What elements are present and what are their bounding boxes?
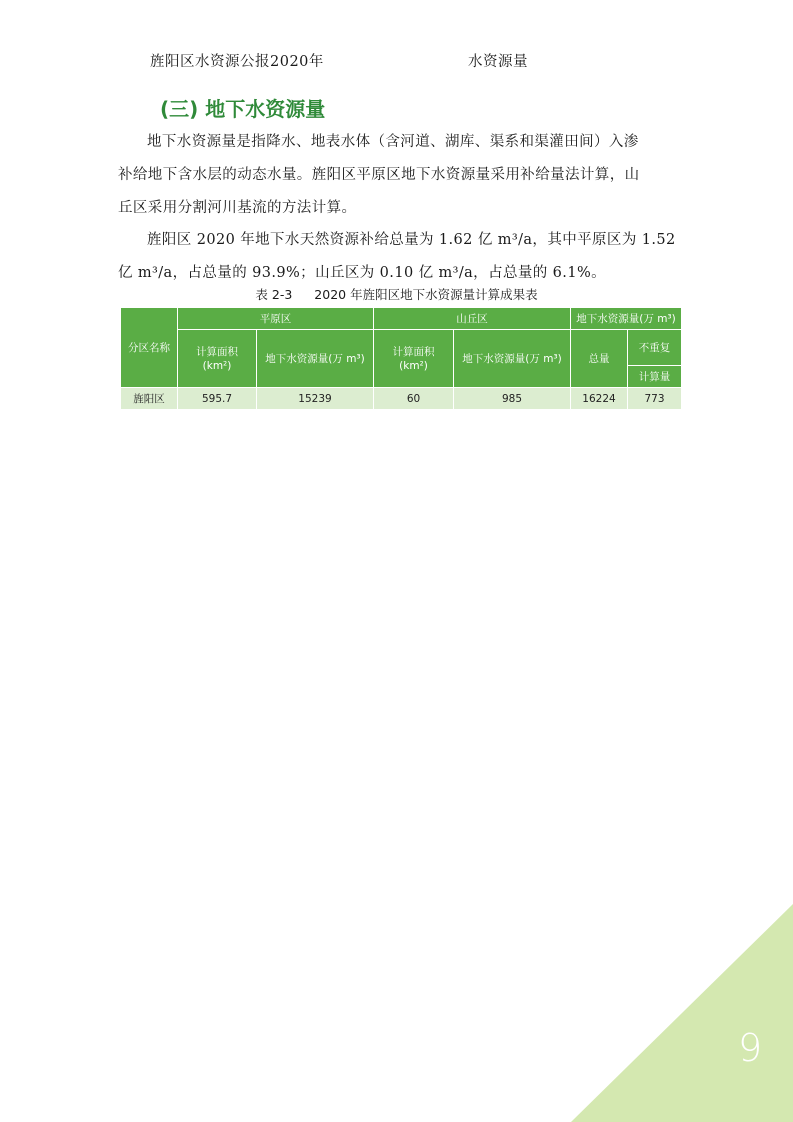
header-area-label: 计算面积 bbox=[392, 345, 435, 358]
table-row bbox=[121, 388, 682, 410]
page-header bbox=[150, 50, 630, 72]
cell-nonrepeat: 773 bbox=[628, 388, 682, 410]
page-number: 9 bbox=[738, 1026, 763, 1070]
paragraph-definition bbox=[118, 126, 686, 225]
cell-total: 16224 bbox=[571, 388, 628, 410]
table-title: 2020 年旌阳区地下水资源量计算成果表 bbox=[314, 287, 538, 302]
cell-hill-gw: 985 bbox=[454, 388, 571, 410]
paragraph-line: 补给地下含水层的动态水量。旌阳区平原区地下水资源量采用补给量法计算，山 bbox=[118, 167, 640, 183]
corner-decoration bbox=[571, 904, 793, 1122]
header-area-unit: (km²) bbox=[202, 359, 232, 372]
section-title: (三) 地下水资源量 bbox=[160, 97, 326, 121]
header-area-unit: (km²) bbox=[399, 359, 428, 372]
header-nonrepeat: 不重复 bbox=[628, 330, 682, 366]
paragraph-line: 亿 m³/a，占总量的 93.9%；山丘区为 0.10 亿 m³/a，占总量的 6.1%。 bbox=[118, 265, 607, 281]
table-number: 表 2-3 bbox=[255, 287, 293, 302]
header-zone: 分区名称 bbox=[121, 308, 178, 388]
cell-plain-gw: 15239 bbox=[257, 388, 374, 410]
chapter-title: 水资源量 bbox=[468, 54, 528, 70]
header-plain-area bbox=[178, 330, 257, 388]
paragraph-results bbox=[118, 224, 686, 290]
header-calc: 计算量 bbox=[628, 366, 682, 388]
report-title: 旌阳区水资源公报2020年 bbox=[150, 54, 324, 70]
header-area-label: 计算面积 bbox=[196, 345, 238, 358]
cell-hill-area: 60 bbox=[374, 388, 454, 410]
header-total: 总量 bbox=[571, 330, 628, 388]
paragraph-line: 地下水资源量是指降水、地表水体（含河道、湖库、渠系和渠灌田间）入渗 bbox=[147, 134, 639, 150]
corner-triangle bbox=[571, 904, 793, 1122]
header-hill-gw: 地下水资源量(万 m³) bbox=[454, 330, 571, 388]
paragraph-line: 丘区采用分割河川基流的方法计算。 bbox=[118, 200, 357, 216]
cell-zone: 旌阳区 bbox=[121, 388, 178, 410]
header-plain-gw: 地下水资源量(万 m³) bbox=[257, 330, 374, 388]
table-caption bbox=[0, 285, 793, 303]
cell-plain-area: 595.7 bbox=[178, 388, 257, 410]
header-groundwater: 地下水资源量(万 m³) bbox=[571, 308, 682, 330]
groundwater-table bbox=[120, 307, 682, 410]
header-plain: 平原区 bbox=[178, 308, 374, 330]
header-hill-area bbox=[374, 330, 454, 388]
header-hill: 山丘区 bbox=[374, 308, 571, 330]
paragraph-line: 旌阳区 2020 年地下水天然资源补给总量为 1.62 亿 m³/a，其中平原区为 1.52 bbox=[147, 232, 676, 248]
